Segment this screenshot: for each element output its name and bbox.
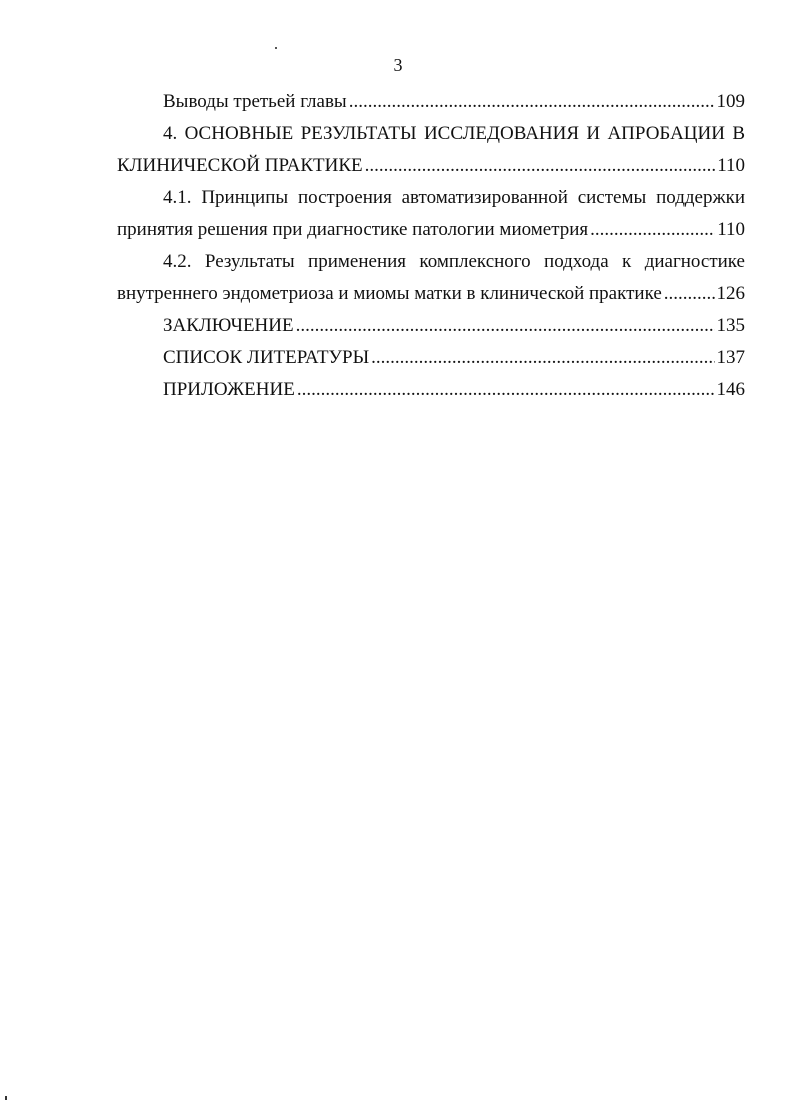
toc-entry-page: 137 [716, 347, 745, 368]
toc-entry[interactable] [117, 182, 745, 246]
toc-entry[interactable] [117, 342, 745, 374]
toc-entry-title-line2: КЛИНИЧЕСКОЙ ПРАКТИКЕ [117, 155, 363, 176]
dot-leader [664, 278, 715, 310]
page-number: 3 [393, 55, 403, 75]
toc-entry[interactable] [117, 118, 745, 182]
scan-speck [275, 47, 277, 49]
toc-entry-title-line2: принятия решения при диагностике патологии миометрия [117, 219, 589, 240]
dot-leader [371, 342, 714, 374]
dot-leader [349, 86, 715, 118]
toc-entry[interactable] [117, 86, 745, 118]
toc-entry-page: 110 [717, 155, 745, 176]
toc-entry-title-line1: 4.1. Принципы построения автоматизированной системы поддержки [163, 187, 745, 208]
toc-entry-title: ПРИЛОЖЕНИЕ [163, 379, 295, 400]
toc-entry-title: Выводы третьей главы [163, 91, 347, 112]
toc-entry-title: ЗАКЛЮЧЕНИЕ [163, 315, 294, 336]
toc-entry-title: СПИСОК ЛИТЕРАТУРЫ [163, 347, 370, 368]
toc-entry-page: 126 [716, 283, 745, 304]
toc-entry[interactable] [117, 246, 745, 310]
toc-entry-page: 110 [717, 219, 745, 240]
toc-entry[interactable] [117, 310, 745, 342]
scan-speck [5, 1096, 7, 1100]
toc-entry-title-line1: 4.2. Результаты применения комплексного подхода к диагностике [163, 251, 745, 272]
toc-entry[interactable] [117, 374, 745, 406]
dot-leader [590, 214, 715, 246]
toc-entry-title-line2: внутреннего эндометриоза и миомы матки в клинической практике [117, 283, 662, 304]
table-of-contents [117, 86, 745, 406]
dot-leader [297, 374, 715, 406]
toc-entry-page: 146 [716, 379, 745, 400]
toc-entry-title-line1: 4. ОСНОВНЫЕ РЕЗУЛЬТАТЫ ИССЛЕДОВАНИЯ И АПРОБАЦИИ В [163, 123, 745, 144]
dot-leader [296, 310, 715, 342]
toc-entry-page: 109 [716, 91, 745, 112]
toc-entry-page: 135 [716, 315, 745, 336]
dot-leader [365, 150, 716, 182]
